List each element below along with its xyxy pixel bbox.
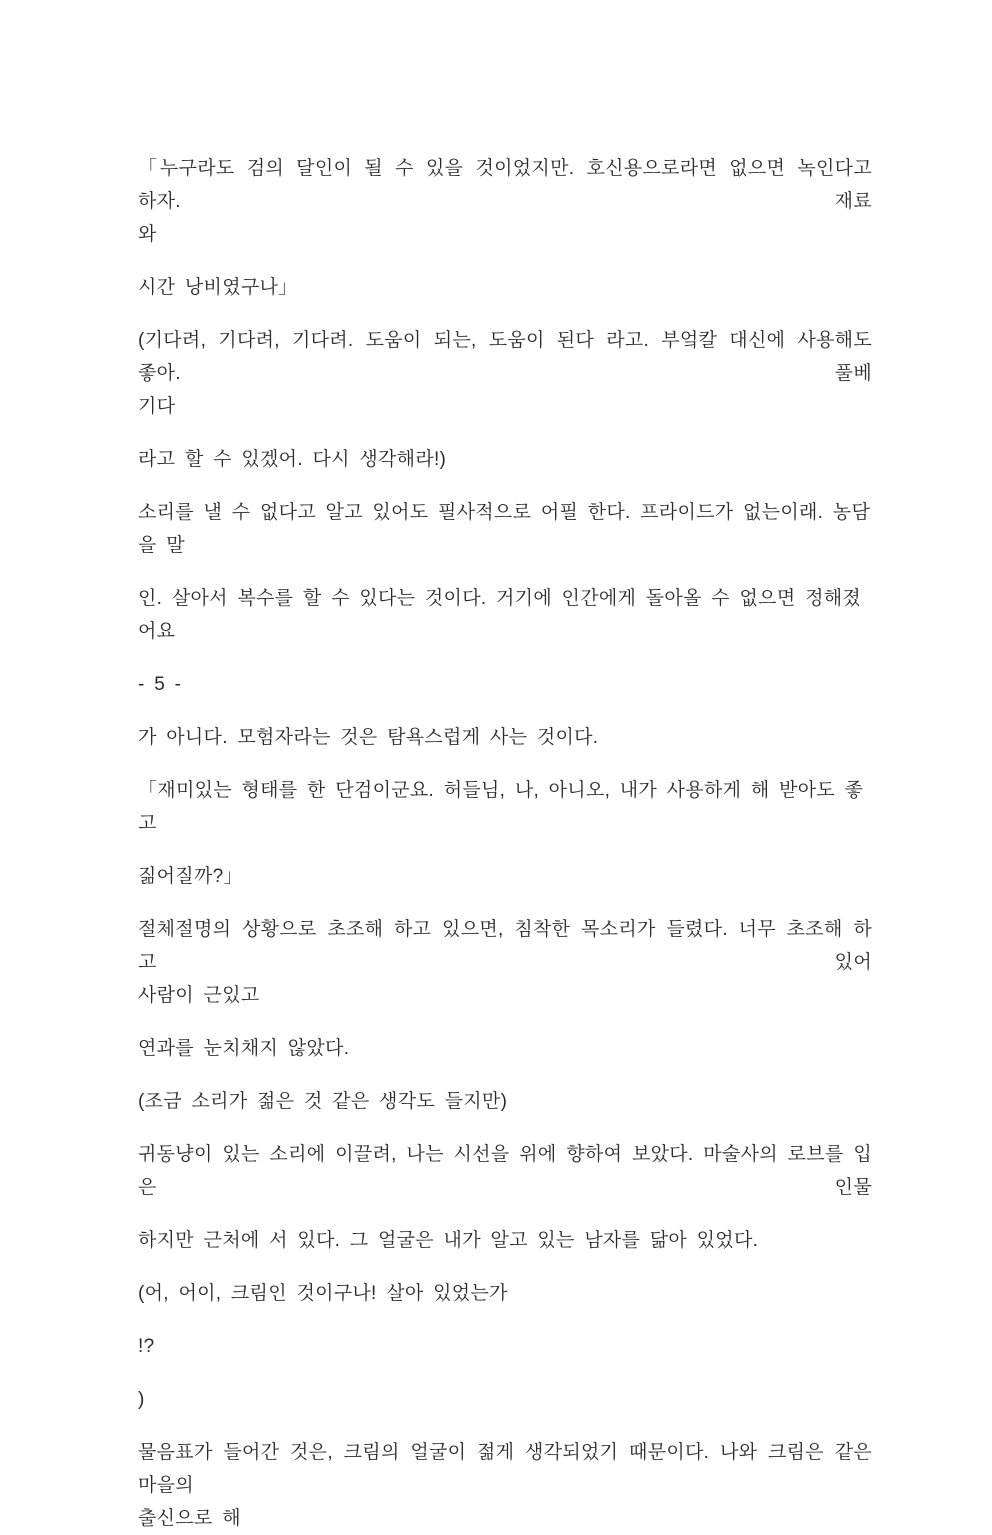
paragraph-line: 출신으로 해: [138, 1508, 241, 1529]
paragraph-line: 시간 낭비였구나」: [138, 277, 298, 298]
paragraph-line: 소리를 낼 수 없다고 알고 있어도 필사적으로 어필 한다. 프라이드가 없는이래. 농담을 말: [138, 502, 871, 556]
paragraph-line: 「누구라도 검의 달인이 될 수 있을 것이었지만. 호신용으로라면 없으면 녹인다고 하자. 재료: [138, 158, 872, 212]
paragraph-line: 라고 할 수 있겠어. 다시 생각해라!): [138, 449, 447, 470]
paragraph: [138, 582, 872, 648]
paragraph: [138, 324, 872, 423]
paragraph-line: 하지만 근처에 서 있다. 그 얼굴은 내가 알고 있는 남자를 닮아 있었다.: [138, 1230, 759, 1251]
paragraph-line: ): [138, 1389, 145, 1410]
paragraph-line: (기다려, 기다려, 기다려. 도움이 되는, 도움이 된다 라고. 부엌칼 대신에 사용해도 좋아. 풀베: [138, 330, 872, 384]
paragraph: [138, 152, 872, 251]
paragraph: [138, 774, 872, 840]
paragraph: [138, 1085, 872, 1118]
paragraph: [138, 721, 872, 754]
paragraph: [138, 1330, 872, 1363]
paragraph-line: 기다: [138, 396, 176, 417]
paragraph: [138, 1138, 872, 1204]
paragraph-line: 「재미있는 형태를 한 단검이군요. 허들님, 나, 아니오, 내가 사용하게 해 받아도 좋고: [138, 780, 864, 834]
paragraph-line: 연과를 눈치채지 않았다.: [138, 1038, 350, 1059]
paragraph-line: 사람이 근있고: [138, 985, 260, 1006]
paragraph: [138, 1277, 872, 1310]
paragraph: [138, 496, 872, 562]
paragraph: [138, 1383, 872, 1416]
paragraph: [138, 913, 872, 1012]
paragraph: [138, 860, 872, 893]
paragraph-line: 와: [138, 224, 157, 245]
paragraph: [138, 1032, 872, 1065]
paragraph-line: !?: [138, 1336, 155, 1357]
paragraph-line: (어, 어이, 크림인 것이구나! 살아 있었는가: [138, 1283, 508, 1304]
paragraph-line: 인. 살아서 복수를 할 수 있다는 것이다. 거기에 인간에게 돌아올 수 없으면 정해졌어요: [138, 588, 862, 642]
page-number: [138, 668, 872, 701]
paragraph-line: 절체절명의 상황으로 초조해 하고 있으면, 침착한 목소리가 들렸다. 너무 초조해 하고 있어: [138, 919, 872, 973]
paragraph: [138, 1224, 872, 1257]
paragraph: [138, 443, 872, 476]
paragraph: [138, 271, 872, 304]
page-number-label: - 5 -: [138, 674, 182, 695]
paragraph-line: 물음표가 들어간 것은, 크림의 얼굴이 젊게 생각되었기 때문이다. 나와 크림은 같은 마을의: [138, 1442, 872, 1496]
paragraph-line: (조금 소리가 젊은 것 같은 생각도 들지만): [138, 1091, 508, 1112]
paragraph-line: 짊어질까?」: [138, 866, 243, 887]
paragraph-line: 가 아니다. 모험자라는 것은 탐욕스럽게 사는 것이다.: [138, 727, 599, 748]
paragraph-line: 귀동냥이 있는 소리에 이끌려, 나는 시선을 위에 향하여 보았다. 마술사의 로브를 입은 인물: [138, 1144, 872, 1198]
paragraph: [138, 1436, 872, 1535]
